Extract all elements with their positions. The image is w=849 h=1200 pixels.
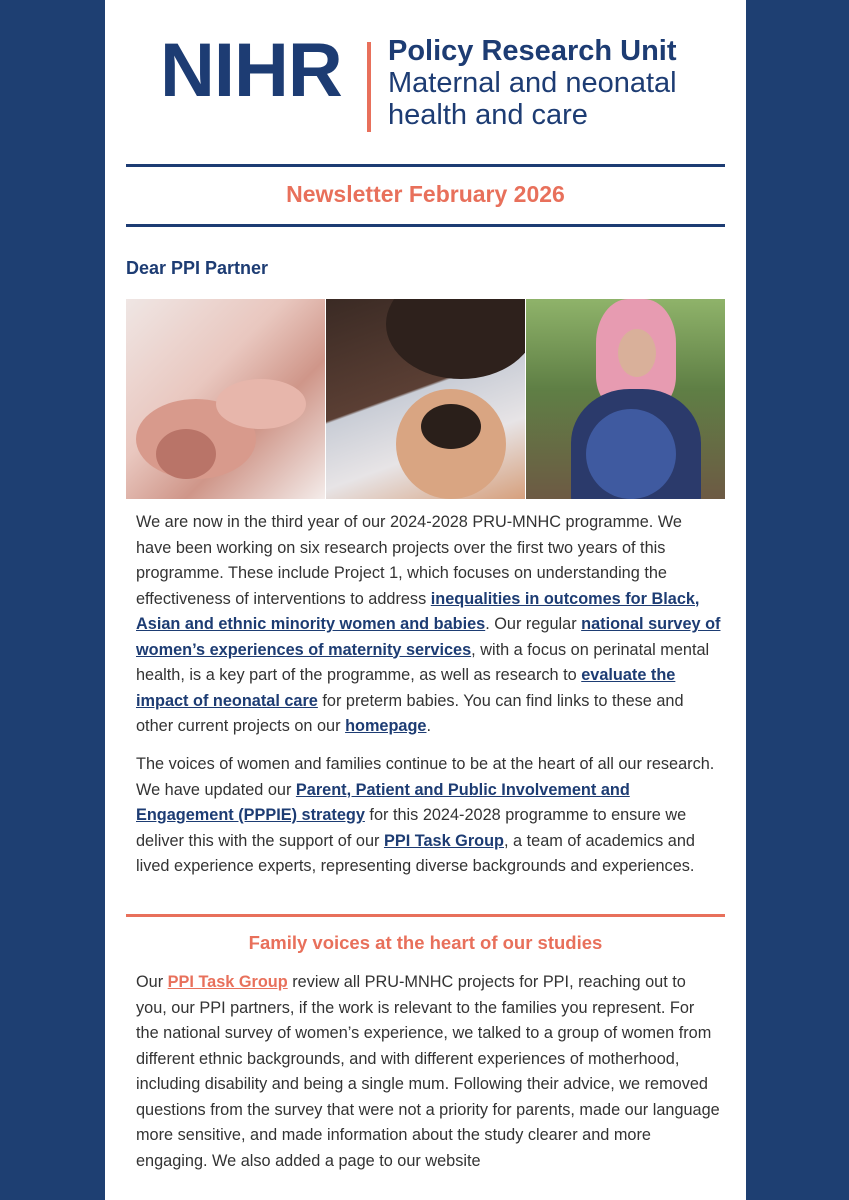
unit-name-line1: Policy Research Unit xyxy=(388,35,677,67)
text: The voices of women and families continue to be at the heart of all our research. We have updated our xyxy=(136,755,715,799)
voices-paragraph xyxy=(136,752,721,880)
national-survey-link[interactable]: national survey of women’s experiences of maternity services xyxy=(136,615,721,659)
text: review all PRU-MNHC projects for PPI, reaching out to you, our PPI partners, if the work is relevant to the families you represent. For the national survey of women’s experience, we talked to a group of women from different ethnic backgrounds, and with different experiences of motherhood, including disability and being a single mum. Following their advice, we removed questions from the survey that were not a priority for parents, made our language more sensitive, and made information about the study clearer and more engaging. We also added a page to our website xyxy=(136,973,720,1170)
ppi-task-group-link[interactable]: PPI Task Group xyxy=(383,831,504,850)
pppie-strategy-link[interactable]: Parent, Patient and Public Involvement and Engagement (PPPIE) strategy xyxy=(136,780,630,824)
homepage-link[interactable]: homepage xyxy=(345,717,427,735)
inequalities-project-link[interactable]: inequalities in outcomes for Black, Asian and ethnic minority women and babies xyxy=(136,589,700,633)
text: Our xyxy=(136,973,168,991)
unit-name xyxy=(388,35,677,131)
unit-name-line3: health and care xyxy=(388,99,588,131)
header-logo xyxy=(105,0,746,150)
logo-divider xyxy=(367,42,371,132)
greeting: Dear PPI Partner xyxy=(126,258,269,278)
pregnant-woman-photo xyxy=(526,299,725,499)
unit-name-line2: Maternal and neonatal xyxy=(388,67,677,99)
text: , with a focus on perinatal mental health, is a key part of the programme, as well as research to xyxy=(136,640,710,684)
divider-top xyxy=(126,164,725,167)
divider-bottom xyxy=(126,224,725,227)
section-divider xyxy=(126,914,725,917)
text: , a team of academics and lived experience experts, representing diverse backgrounds and experiences. xyxy=(136,831,695,875)
photo-strip xyxy=(126,299,725,499)
text: for this 2024-2028 programme to ensure we deliver this with the support of our xyxy=(136,806,687,850)
ppi-task-group-link-2[interactable]: PPI Task Group xyxy=(167,973,288,991)
text: We are now in the third year of our 2024-2028 PRU-MNHC programme. We have been working on six research projects over the first two years of this programme. These include Project 1, which focuses on understanding the effectiveness of interventions to address xyxy=(136,513,682,608)
preterm-baby-photo xyxy=(126,299,325,499)
section-title: Family voices at the heart of our studies xyxy=(248,932,603,953)
intro-paragraph xyxy=(136,510,721,740)
text: . xyxy=(426,717,432,735)
nihr-logo: NIHR xyxy=(160,28,342,113)
newsletter-page xyxy=(105,0,746,1200)
family-voices-paragraph xyxy=(136,970,721,1174)
text: for preterm babies. You can find links to these and other current projects on our xyxy=(136,691,684,735)
mother-and-baby-photo xyxy=(326,299,525,499)
newsletter-title: Newsletter February 2026 xyxy=(286,181,565,207)
text: . Our regular xyxy=(485,615,582,633)
neonatal-care-link[interactable]: evaluate the impact of neonatal care xyxy=(136,666,676,710)
